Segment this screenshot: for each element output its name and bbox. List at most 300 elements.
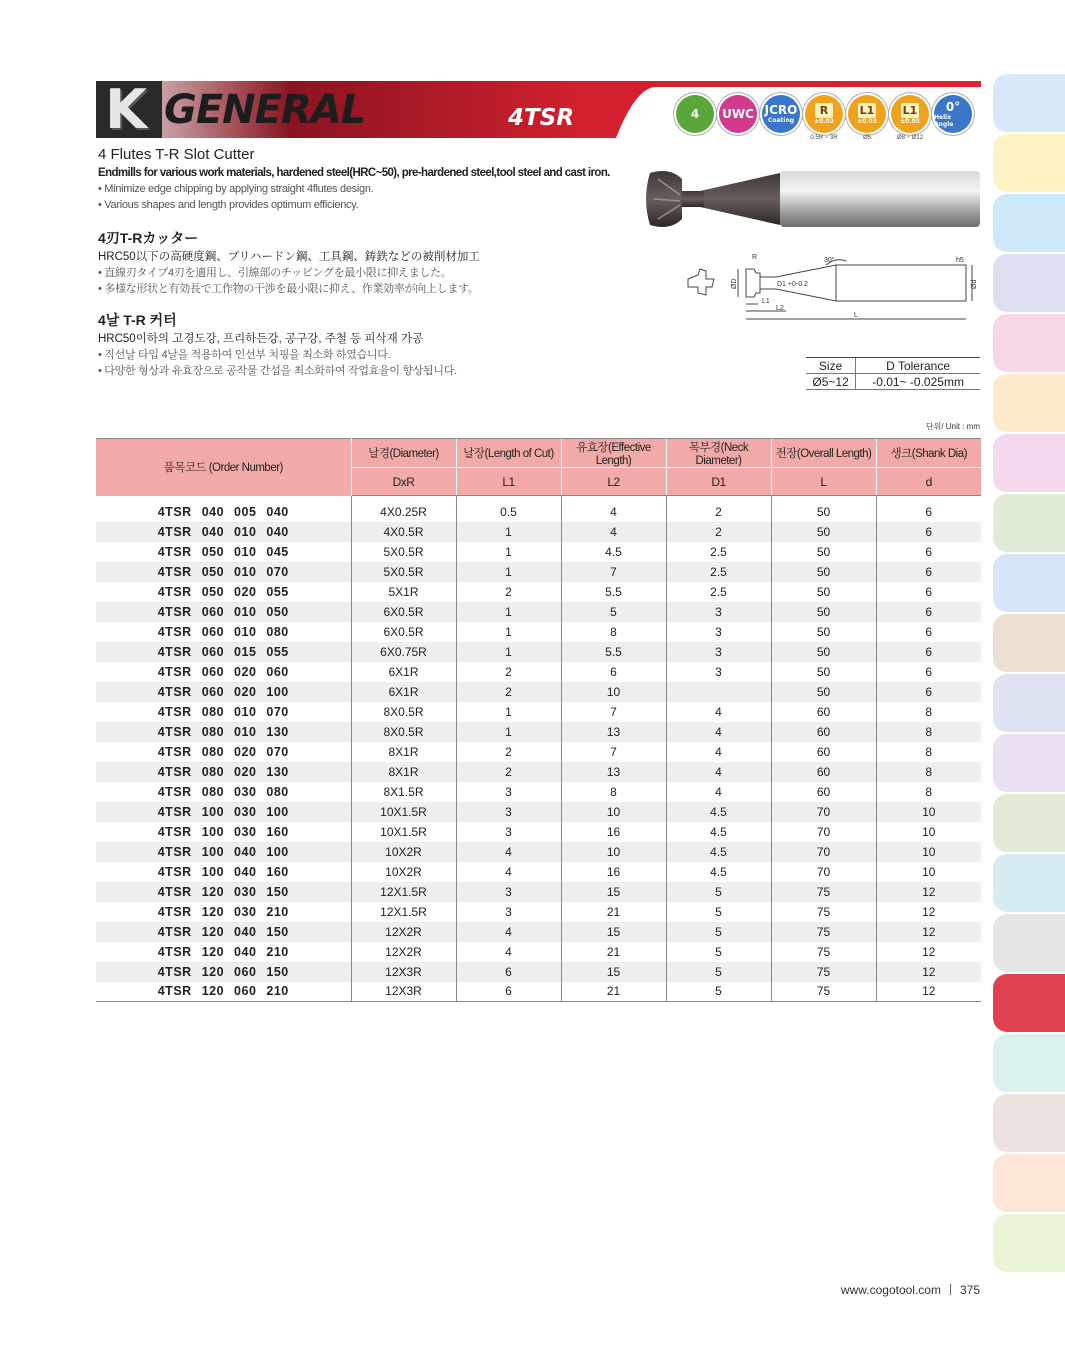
table-cell-dxr: 6X0.5R (351, 622, 456, 642)
table-cell-d1: 3 (666, 602, 771, 622)
table-row (96, 842, 981, 862)
table-row (96, 662, 981, 682)
table-cell-d1: 3 (666, 642, 771, 662)
side-tab-9[interactable] (993, 554, 1065, 612)
order-code-part: 045 (266, 544, 289, 559)
side-tab-7[interactable] (993, 434, 1065, 492)
table-cell-dxr: 8X1.5R (351, 782, 456, 802)
table-cell-d: 8 (876, 762, 981, 782)
table-cell-d: 6 (876, 522, 981, 542)
table-cell-d1: 2.5 (666, 542, 771, 562)
feature-sublabel: ±0.05 (900, 118, 920, 125)
four-flutes-icon (676, 95, 714, 133)
order-code-part: 050 (266, 604, 289, 619)
order-code-part: 050 (201, 584, 225, 599)
table-cell-d1: 5 (666, 962, 771, 982)
table-cell-l2: 15 (561, 882, 666, 902)
table-cell-dxr: 10X2R (351, 862, 456, 882)
table-cell-l1: 2 (456, 662, 561, 682)
table-cell-dxr: 12X2R (351, 942, 456, 962)
table-row (96, 922, 981, 942)
order-code-part: 060 (266, 664, 289, 679)
table-cell-d: 8 (876, 782, 981, 802)
table-cell-l1: 1 (456, 542, 561, 562)
order-number-cell (96, 842, 351, 862)
order-code-part: 010 (234, 624, 257, 639)
order-code-part: 020 (234, 744, 257, 759)
order-number-cell (96, 602, 351, 622)
order-code-part: 4TSR (157, 704, 192, 719)
helix-angle-icon (934, 95, 972, 133)
description-japanese: HRC50以下の高硬度鋼、プリハードン鋼、工具鋼、鋳鉄などの被削材加工 (98, 251, 480, 263)
table-cell-l1: 2 (456, 742, 561, 762)
order-number-cell (96, 802, 351, 822)
table-cell-l1: 6 (456, 982, 561, 1002)
order-code-part: 060 (201, 664, 225, 679)
subheader-l1: L1 (456, 468, 561, 496)
table-row (96, 642, 981, 662)
subheader-l2: L2 (561, 468, 666, 496)
table-cell-l2: 6 (561, 662, 666, 682)
table-cell-l2: 15 (561, 922, 666, 942)
side-tab-19[interactable] (993, 1154, 1065, 1212)
order-code-part: 040 (234, 864, 257, 879)
table-cell-l1: 1 (456, 722, 561, 742)
table-cell-dxr: 4X0.25R (351, 496, 456, 522)
table-cell-l: 50 (771, 642, 876, 662)
order-code-part: 080 (201, 784, 225, 799)
table-cell-l: 50 (771, 542, 876, 562)
feature-label: L1 (859, 104, 875, 117)
order-code-part: 210 (266, 944, 289, 959)
side-tab-4[interactable] (993, 254, 1065, 312)
table-cell-d: 10 (876, 842, 981, 862)
table-cell-l2: 4 (561, 522, 666, 542)
website-link[interactable]: www.cogotool.com (840, 1283, 941, 1297)
table-cell-l2: 8 (561, 782, 666, 802)
order-code-part: 080 (266, 624, 289, 639)
table-cell-dxr: 10X1.5R (351, 822, 456, 842)
side-tab-6[interactable] (993, 374, 1065, 432)
feature-icons (676, 95, 981, 147)
header-neck-diameter: 목부경(Neck Diameter) (666, 439, 771, 468)
order-code-part: 040 (234, 844, 257, 859)
order-code-part: 4TSR (157, 844, 192, 859)
order-code-part: 150 (266, 884, 289, 899)
order-code-part: 4TSR (157, 664, 192, 679)
table-cell-d: 6 (876, 496, 981, 522)
order-code-part: 4TSR (157, 964, 192, 979)
order-code-part: 100 (266, 844, 289, 859)
table-cell-d1: 4 (666, 782, 771, 802)
table-cell-l2: 5.5 (561, 642, 666, 662)
table-cell-l: 50 (771, 662, 876, 682)
order-number-cell (96, 496, 351, 522)
order-code-part: 4TSR (157, 684, 192, 699)
order-code-part: 055 (266, 644, 289, 659)
order-code-part: 060 (201, 684, 225, 699)
order-code-part: 080 (201, 764, 225, 779)
side-tab-12[interactable] (993, 734, 1065, 792)
header-overall-length: 전장(Overall Length) (771, 439, 876, 468)
table-cell-d: 8 (876, 722, 981, 742)
table-cell-dxr: 6X1R (351, 682, 456, 702)
order-code-part: 4TSR (157, 544, 192, 559)
feature-sublabel: ±0.03 (857, 118, 877, 125)
order-code-part: 4TSR (157, 864, 192, 879)
table-cell-l: 50 (771, 582, 876, 602)
order-code-part: 060 (234, 984, 257, 999)
side-tab-15[interactable] (993, 914, 1065, 972)
table-cell-d: 12 (876, 922, 981, 942)
table-cell-d1: 5 (666, 942, 771, 962)
label-angle: 30° (824, 257, 835, 264)
table-row (96, 562, 981, 582)
table-cell-dxr: 5X0.5R (351, 562, 456, 582)
feature-caption: Ø5 (862, 135, 871, 141)
series-title: GENERAL (164, 87, 366, 133)
table-cell-d: 12 (876, 982, 981, 1002)
intro-section (98, 146, 658, 379)
order-code-part: 070 (266, 564, 289, 579)
table-cell-l: 75 (771, 942, 876, 962)
side-tab-18[interactable] (993, 1094, 1065, 1152)
subheader-l: L (771, 468, 876, 496)
order-code-part: 010 (234, 564, 257, 579)
table-cell-d: 12 (876, 882, 981, 902)
order-code-part: 4TSR (157, 804, 192, 819)
order-code-part: 030 (234, 884, 257, 899)
table-cell-l: 50 (771, 496, 876, 522)
order-number-cell (96, 942, 351, 962)
table-cell-l: 50 (771, 622, 876, 642)
header-shank-dia: 생크(Shank Dia) (876, 439, 981, 468)
order-number-cell (96, 522, 351, 542)
page-number: 375 (959, 1283, 980, 1297)
table-cell-d: 8 (876, 702, 981, 722)
order-number-cell (96, 922, 351, 942)
order-code-part: 4TSR (157, 644, 192, 659)
order-code-part: 130 (266, 764, 289, 779)
order-code-part: 055 (266, 584, 289, 599)
order-code-part: 4TSR (157, 784, 192, 799)
feature-label: JCRO (764, 103, 798, 117)
table-cell-d1: 2.5 (666, 582, 771, 602)
feature-caption: 0.5R ~ 3R (810, 135, 838, 141)
order-number-cell (96, 762, 351, 782)
side-tab-16[interactable] (993, 974, 1065, 1032)
table-cell-d: 12 (876, 942, 981, 962)
tolerance-header-d: D Tolerance (856, 358, 980, 374)
order-code-part: 100 (201, 864, 225, 879)
label-d1: D1 +0-0.2 (777, 281, 808, 288)
table-cell-l2: 4 (561, 496, 666, 522)
tolerance-size-value: Ø5~12 (806, 374, 856, 390)
order-code-part: 130 (266, 724, 289, 739)
table-cell-l: 60 (771, 722, 876, 742)
feature-label: L1 (902, 104, 918, 117)
feature-label: UWC (722, 106, 754, 121)
side-tab-1[interactable] (993, 74, 1065, 132)
order-code-part: 100 (201, 824, 225, 839)
table-cell-l1: 4 (456, 842, 561, 862)
table-cell-d: 12 (876, 962, 981, 982)
table-row (96, 902, 981, 922)
subheader-dxr: DxR (351, 468, 456, 496)
table-cell-l2: 16 (561, 822, 666, 842)
order-code-part: 030 (234, 904, 257, 919)
order-code-part: 060 (201, 644, 225, 659)
table-cell-d: 10 (876, 802, 981, 822)
table-cell-d: 6 (876, 542, 981, 562)
order-code-part: 005 (234, 504, 257, 519)
order-code-part: 020 (234, 684, 257, 699)
order-number-cell (96, 882, 351, 902)
table-cell-d: 6 (876, 562, 981, 582)
side-tab-13[interactable] (993, 794, 1065, 852)
bullet-en-1: • Minimize edge chipping by applying straight 4flutes design. (98, 183, 374, 195)
table-cell-l2: 21 (561, 982, 666, 1002)
order-code-part: 040 (266, 524, 289, 539)
table-cell-dxr: 4X0.5R (351, 522, 456, 542)
footer-divider (950, 1284, 951, 1295)
table-cell-l: 75 (771, 902, 876, 922)
title-english: 4 Flutes T-R Slot Cutter (98, 146, 255, 163)
table-cell-d1: 4 (666, 722, 771, 742)
table-row (96, 522, 981, 542)
order-code-part: 4TSR (157, 944, 192, 959)
bullet-kr-1: • 직선날 타입 4날을 적용하여 인선부 치핑을 최소화 하였습니다. (98, 349, 391, 361)
table-cell-d1: 4.5 (666, 862, 771, 882)
order-number-cell (96, 822, 351, 842)
table-cell-l1: 3 (456, 902, 561, 922)
order-code-part: 020 (234, 584, 257, 599)
table-row (96, 496, 981, 522)
order-code-part: 020 (234, 764, 257, 779)
order-code-part: 010 (234, 544, 257, 559)
order-code-part: 040 (234, 944, 257, 959)
table-cell-d1: 5 (666, 902, 771, 922)
order-code-part: 4TSR (157, 624, 192, 639)
side-tab-20[interactable] (993, 1214, 1065, 1272)
table-cell-l2: 7 (561, 742, 666, 762)
brand-logo-letter: K (105, 78, 147, 141)
order-number-cell (96, 682, 351, 702)
table-cell-l1: 3 (456, 802, 561, 822)
table-cell-d1: 3 (666, 662, 771, 682)
order-code-part: 070 (266, 704, 289, 719)
table-cell-l2: 7 (561, 562, 666, 582)
table-row (96, 822, 981, 842)
table-cell-dxr: 12X1.5R (351, 882, 456, 902)
table-row (96, 742, 981, 762)
order-number-cell (96, 862, 351, 882)
table-cell-d1: 5 (666, 882, 771, 902)
side-tab-10[interactable] (993, 614, 1065, 672)
title-korean: 4날 T-R 커터 (98, 312, 177, 328)
table-row (96, 722, 981, 742)
order-code-part: 210 (266, 984, 289, 999)
order-code-part: 060 (201, 604, 225, 619)
order-code-part: 010 (234, 724, 257, 739)
label-phi-d-cap: ØD (731, 278, 738, 289)
order-number-cell (96, 562, 351, 582)
order-code-part: 015 (234, 644, 257, 659)
table-cell-d: 12 (876, 902, 981, 922)
order-code-part: 100 (266, 804, 289, 819)
description-korean: HRC50이하의 고경도강, 프리하든강, 공구강, 주철 등 피삭재 가공 (98, 333, 424, 345)
order-code-part: 160 (266, 864, 289, 879)
table-row (96, 942, 981, 962)
order-number-header: 품목코드 (Order Number) (96, 439, 351, 496)
order-number-cell (96, 722, 351, 742)
table-cell-l: 70 (771, 842, 876, 862)
order-code-part: 160 (266, 824, 289, 839)
order-code-part: 030 (234, 784, 257, 799)
table-cell-l: 75 (771, 962, 876, 982)
table-row (96, 962, 981, 982)
table-cell-l: 75 (771, 922, 876, 942)
jcro-coating-icon (762, 95, 800, 133)
product-table (96, 438, 981, 1002)
unit-label: 단위/ Unit : mm (925, 422, 980, 431)
table-cell-l: 50 (771, 602, 876, 622)
order-code-part: 050 (201, 544, 225, 559)
order-number-cell (96, 962, 351, 982)
table-cell-l2: 10 (561, 842, 666, 862)
order-number-cell (96, 582, 351, 602)
table-cell-dxr: 12X1.5R (351, 902, 456, 922)
order-code-part: 020 (234, 664, 257, 679)
order-code-part: 070 (266, 744, 289, 759)
table-cell-dxr: 10X1.5R (351, 802, 456, 822)
table-cell-l2: 13 (561, 722, 666, 742)
feature-sublabel: ±0.02 (814, 118, 834, 125)
order-code-part: 100 (201, 804, 225, 819)
table-cell-d1: 5 (666, 982, 771, 1002)
table-cell-l: 60 (771, 762, 876, 782)
order-code-part: 4TSR (157, 724, 192, 739)
side-tab-17[interactable] (993, 1034, 1065, 1092)
table-cell-d: 6 (876, 642, 981, 662)
bullet-kr-2: • 다양한 형상과 유효장으로 공작물 간섭을 최소화하여 작업효율이 향상됩니다. (98, 365, 457, 377)
order-code-part: 010 (234, 704, 257, 719)
technical-drawing (676, 249, 983, 325)
table-cell-l2: 5.5 (561, 582, 666, 602)
table-cell-l: 75 (771, 882, 876, 902)
table-row (96, 622, 981, 642)
side-tab-14[interactable] (993, 854, 1065, 912)
table-cell-dxr: 8X1R (351, 762, 456, 782)
table-row (96, 542, 981, 562)
order-number-cell (96, 622, 351, 642)
table-cell-l2: 13 (561, 762, 666, 782)
product-code: 4TSR (508, 105, 574, 131)
feature-label: 4 (690, 106, 700, 121)
order-code-part: 4TSR (157, 984, 192, 999)
order-number-cell (96, 782, 351, 802)
order-code-part: 100 (266, 684, 289, 699)
order-code-part: 050 (201, 564, 225, 579)
order-number-cell (96, 982, 351, 1002)
table-cell-d1: 4.5 (666, 842, 771, 862)
order-code-part: 010 (234, 524, 257, 539)
header-length-of-cut: 날장(Length of Cut) (456, 439, 561, 468)
table-cell-d: 6 (876, 582, 981, 602)
table-cell-d1: 4.5 (666, 802, 771, 822)
side-index-tabs (993, 74, 1065, 1274)
order-code-part: 4TSR (157, 584, 192, 599)
table-cell-dxr: 5X1R (351, 582, 456, 602)
table-cell-l2: 7 (561, 702, 666, 722)
subheader-d: d (876, 468, 981, 496)
order-code-part: 040 (266, 504, 289, 519)
feature-caption: Ø8 ~ Ø12 (896, 135, 924, 141)
table-row (96, 602, 981, 622)
order-number-cell (96, 662, 351, 682)
label-phi-d: Ød (971, 279, 978, 289)
side-tab-3[interactable] (993, 194, 1065, 252)
table-cell-d: 6 (876, 602, 981, 622)
table-cell-l1: 0.5 (456, 496, 561, 522)
table-row (96, 582, 981, 602)
table-cell-l1: 2 (456, 762, 561, 782)
table-cell-l2: 21 (561, 942, 666, 962)
table-cell-l2: 10 (561, 802, 666, 822)
order-code-part: 4TSR (157, 604, 192, 619)
table-cell-l1: 4 (456, 922, 561, 942)
order-code-part: 4TSR (157, 764, 192, 779)
table-cell-d: 8 (876, 742, 981, 762)
table-cell-l1: 1 (456, 642, 561, 662)
side-tab-11[interactable] (993, 674, 1065, 732)
table-cell-l1: 4 (456, 862, 561, 882)
side-tab-2[interactable] (993, 134, 1065, 192)
order-code-part: 210 (266, 904, 289, 919)
table-cell-d1: 4 (666, 762, 771, 782)
radius-tolerance-icon (805, 95, 843, 133)
table-cell-l1: 1 (456, 522, 561, 542)
label-l2: L2 (776, 305, 784, 312)
page-footer (780, 1283, 980, 1297)
table-cell-d1: 3 (666, 622, 771, 642)
table-cell-l2: 21 (561, 902, 666, 922)
order-code-part: 030 (234, 804, 257, 819)
table-cell-l1: 1 (456, 602, 561, 622)
length-tolerance-icon (848, 95, 886, 133)
order-code-part: 120 (201, 884, 225, 899)
side-tab-8[interactable] (993, 494, 1065, 552)
table-cell-l1: 6 (456, 962, 561, 982)
table-cell-l1: 2 (456, 582, 561, 602)
table-cell-d1: 4.5 (666, 822, 771, 842)
table-cell-l: 75 (771, 982, 876, 1002)
uwc-icon (719, 95, 757, 133)
bullet-jp-1: • 直線刃タイプ4刃を適用し、引線部のチッピングを最小限に抑えました。 (98, 267, 452, 279)
tolerance-table (806, 357, 980, 390)
table-cell-d: 6 (876, 682, 981, 702)
description-english: Endmills for various work materials, hardened steel(HRC~50), pre-hardened steel,tool steel and cast iron. (98, 167, 610, 179)
order-number-cell (96, 742, 351, 762)
table-cell-d1: 2 (666, 496, 771, 522)
tolerance-d-value: -0.01~ -0.025mm (856, 374, 980, 390)
side-tab-5[interactable] (993, 314, 1065, 372)
table-cell-l2: 4.5 (561, 542, 666, 562)
order-code-part: 080 (201, 724, 225, 739)
tolerance-header-size: Size (806, 358, 856, 374)
order-code-part: 4TSR (157, 504, 192, 519)
order-code-part: 040 (201, 524, 225, 539)
